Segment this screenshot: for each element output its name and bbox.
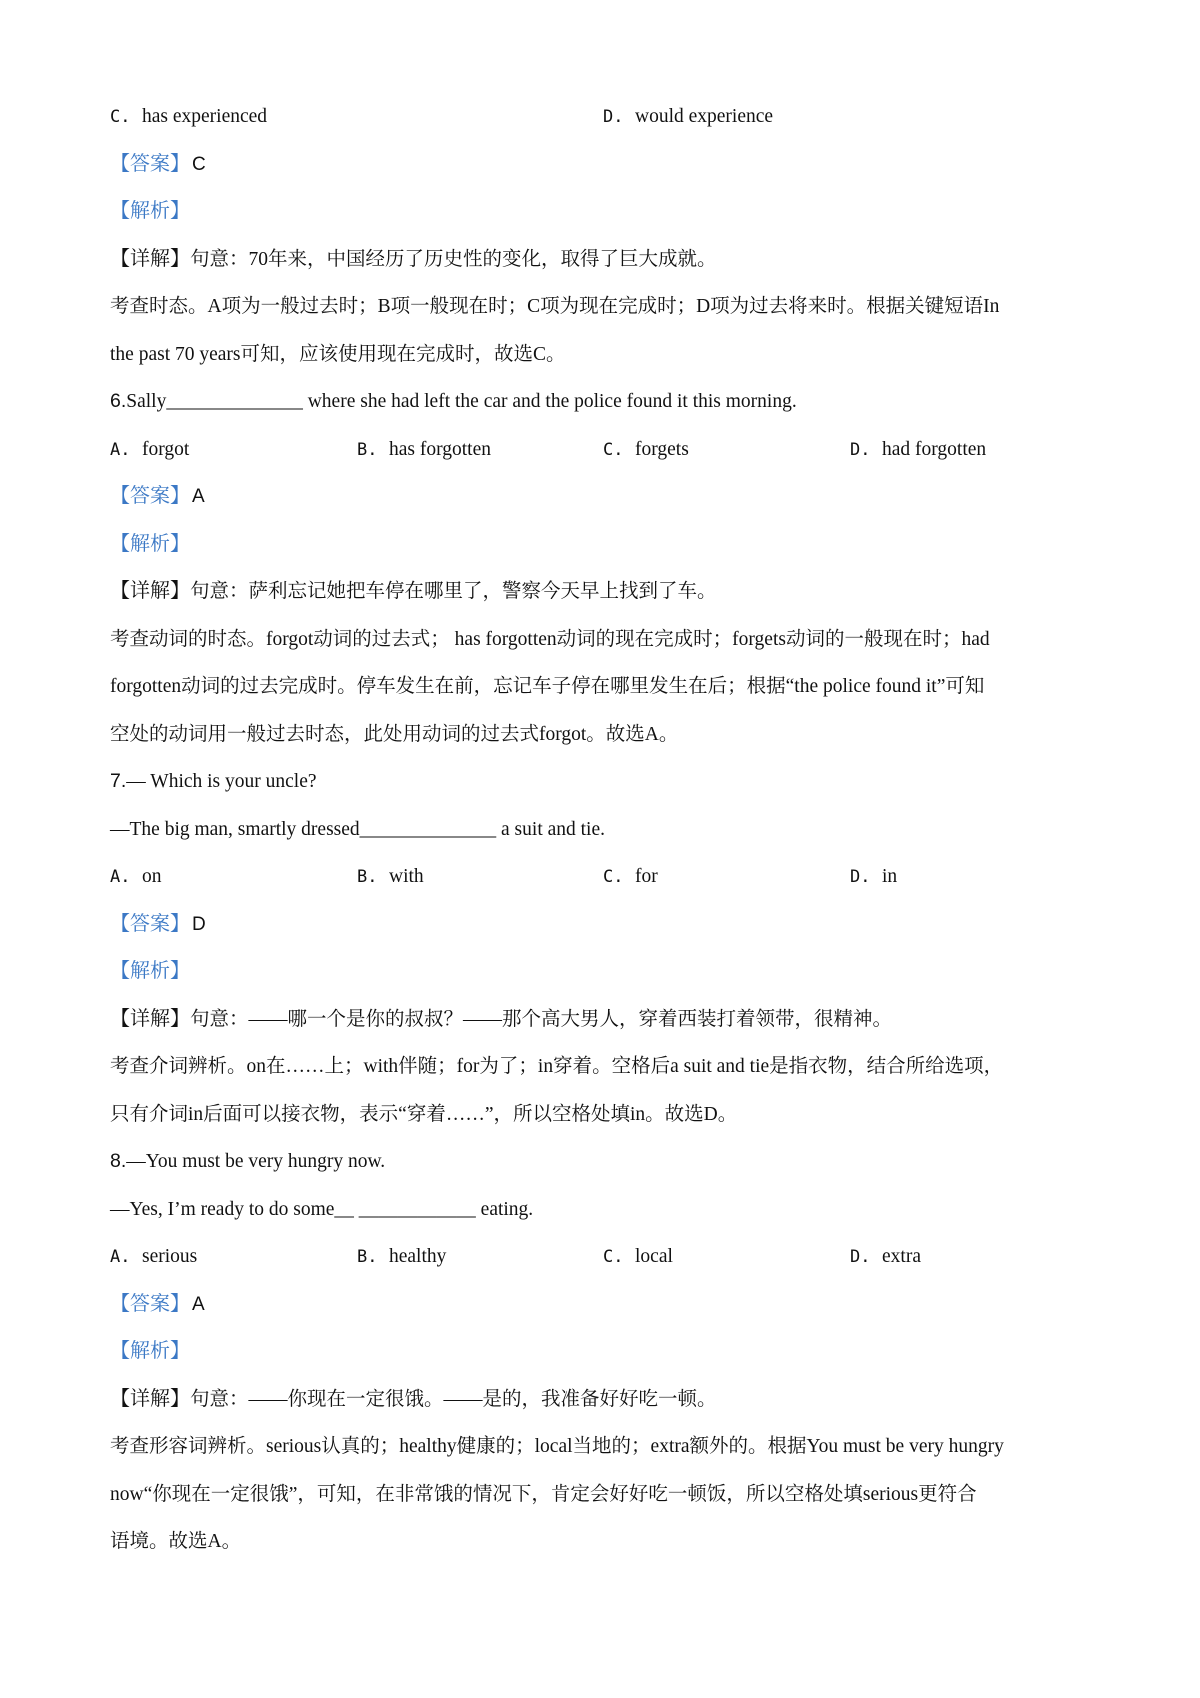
- detail-text: 句意：——哪一个是你的叔叔？——那个高大男人，穿着西装打着领带，很精神。: [190, 1008, 893, 1030]
- option-text: had forgotten: [882, 438, 987, 460]
- q5-analysis: [110, 188, 1110, 236]
- document-page: [110, 93, 1110, 1566]
- q5-options: [110, 93, 1110, 141]
- q7-option-c: [603, 853, 658, 902]
- detail-text: 句意：萨利忘记她把车停在哪里了，警察今天早上找到了车。: [190, 581, 717, 602]
- detail-text: 句意：70年来，中国经历了历史性的变化，取得了巨大成就。: [190, 248, 717, 270]
- detail-tag: 【详解】: [110, 1007, 190, 1030]
- option-letter: D.: [850, 867, 871, 887]
- q5-answer: [110, 141, 1110, 189]
- q8-detail: [110, 1376, 1110, 1424]
- q7-option-b: [357, 853, 424, 902]
- question-text: — Which is your uncle?: [126, 771, 317, 792]
- q8-stem-line: —Yes, I’m ready to do some__ ____________ eating.: [110, 1198, 534, 1220]
- q5-option-c: [110, 93, 267, 142]
- q8-explanation-line: 语境。故选A。: [110, 1531, 242, 1552]
- q5-explanation-line: 考查时态。A项为一般过去时；B项一般现在时；C项为现在完成时；D项为过去将来时。根据关键短语In: [110, 296, 1000, 317]
- option-text: forgets: [635, 438, 689, 460]
- q6-explanation-line: forgotten动词的过去完成时。停车发生在前，忘记车子停在哪里发生在后；根据“the police found it”可知: [110, 676, 985, 697]
- q6-option-a: [110, 426, 189, 475]
- detail-tag: 【详解】: [110, 247, 190, 270]
- option-text: healthy: [389, 1246, 447, 1267]
- option-text: with: [389, 866, 424, 887]
- option-letter: D.: [850, 439, 871, 460]
- option-text: forgot: [142, 438, 190, 460]
- option-letter: A.: [110, 1247, 131, 1267]
- analysis-tag: 【解析】: [110, 532, 190, 555]
- q8-option-a: [110, 1233, 197, 1282]
- question-number: 8.: [110, 1150, 127, 1172]
- q6-option-d: [850, 426, 986, 475]
- answer-value: A: [192, 486, 205, 507]
- question-text: —You must be very hungry now.: [126, 1151, 386, 1172]
- q6-option-b: [357, 426, 491, 475]
- q7-detail: [110, 996, 1110, 1044]
- answer-value: A: [192, 1293, 205, 1315]
- q6-analysis: [110, 521, 1110, 569]
- analysis-tag: 【解析】: [110, 1340, 190, 1362]
- q6-stem: [110, 378, 1110, 426]
- option-letter: A.: [110, 439, 131, 460]
- option-letter: B.: [357, 439, 378, 460]
- q7-option-d: [850, 853, 897, 902]
- option-letter: C.: [603, 1247, 624, 1267]
- option-text: would experience: [635, 106, 774, 127]
- analysis-tag: 【解析】: [110, 200, 190, 222]
- answer-tag: 【答案】: [110, 1292, 190, 1315]
- q8-stem: [110, 1138, 1110, 1186]
- option-text: for: [635, 866, 658, 887]
- option-text: local: [635, 1246, 673, 1267]
- option-letter: B.: [357, 1247, 378, 1267]
- question-number: 6.: [110, 390, 127, 412]
- option-letter: C.: [603, 439, 624, 460]
- analysis-tag: 【解析】: [110, 960, 190, 982]
- option-text: in: [882, 866, 898, 887]
- detail-tag: 【详解】: [110, 1387, 190, 1410]
- option-letter: D.: [850, 1247, 871, 1267]
- q7-explanation-line: 考查介词辨析。on在……上；with伴随；for为了；in穿着。空格后a suit and tie是指衣物，结合所给选项，: [110, 1056, 1004, 1077]
- q8-explanation-line: now“你现在一定很饿”，可知，在非常饿的情况下，肯定会好好吃一顿饭，所以空格处填serious更符合: [110, 1483, 977, 1505]
- question-text: Sally______________ where she had left the car and the police found it this morning.: [126, 391, 797, 412]
- detail-text: 句意：——你现在一定很饿。——是的，我准备好好吃一顿。: [190, 1388, 717, 1410]
- option-letter: C.: [110, 107, 131, 127]
- option-letter: B.: [357, 867, 378, 887]
- q6-option-c: [603, 426, 689, 475]
- q8-options: [110, 1233, 1110, 1281]
- option-letter: A.: [110, 867, 131, 887]
- q8-answer: [110, 1281, 1110, 1329]
- answer-tag: 【答案】: [110, 152, 190, 175]
- q7-option-a: [110, 853, 162, 902]
- option-text: extra: [882, 1246, 921, 1267]
- option-text: on: [142, 866, 162, 887]
- q8-analysis: [110, 1328, 1110, 1376]
- q6-explanation-line: 空处的动词用一般过去时态，此处用动词的过去式forgot。故选A。: [110, 723, 679, 745]
- q8-option-b: [357, 1233, 446, 1282]
- q7-explanation-line: 只有介词in后面可以接衣物，表示“穿着……”，所以空格处填in。故选D。: [110, 1103, 738, 1125]
- q6-answer: [110, 473, 1110, 521]
- q7-answer: [110, 901, 1110, 949]
- answer-tag: 【答案】: [110, 912, 190, 935]
- q5-option-d: [603, 93, 773, 142]
- q7-analysis: [110, 948, 1110, 996]
- answer-value: D: [192, 913, 206, 935]
- q5-explanation-line: the past 70 years可知，应该使用现在完成时，故选C。: [110, 343, 566, 365]
- option-text: has experienced: [142, 106, 268, 127]
- q8-option-d: [850, 1233, 921, 1282]
- q7-options: [110, 853, 1110, 901]
- q5-detail: [110, 236, 1110, 284]
- q7-stem-line: —The big man, smartly dressed______________ a suit and tie.: [110, 818, 606, 840]
- q6-detail: [110, 568, 1110, 616]
- answer-tag: 【答案】: [110, 485, 190, 507]
- q8-option-c: [603, 1233, 673, 1282]
- q6-options: [110, 426, 1110, 474]
- q8-explanation-line: 考查形容词辨析。serious认真的；healthy健康的；local当地的；extra额外的。根据You must be very hungry: [110, 1436, 1004, 1457]
- option-letter: C.: [603, 867, 624, 887]
- option-text: serious: [142, 1246, 198, 1267]
- q7-stem: [110, 758, 1110, 806]
- detail-tag: 【详解】: [110, 580, 190, 602]
- q6-explanation-line: 考查动词的时态。forgot动词的过去式； has forgotten动词的现在完成时；forgets动词的一般现在时；had: [110, 628, 990, 650]
- option-text: has forgotten: [389, 438, 491, 460]
- option-letter: D.: [603, 107, 624, 127]
- answer-value: C: [192, 153, 206, 175]
- question-number: 7.: [110, 770, 127, 792]
